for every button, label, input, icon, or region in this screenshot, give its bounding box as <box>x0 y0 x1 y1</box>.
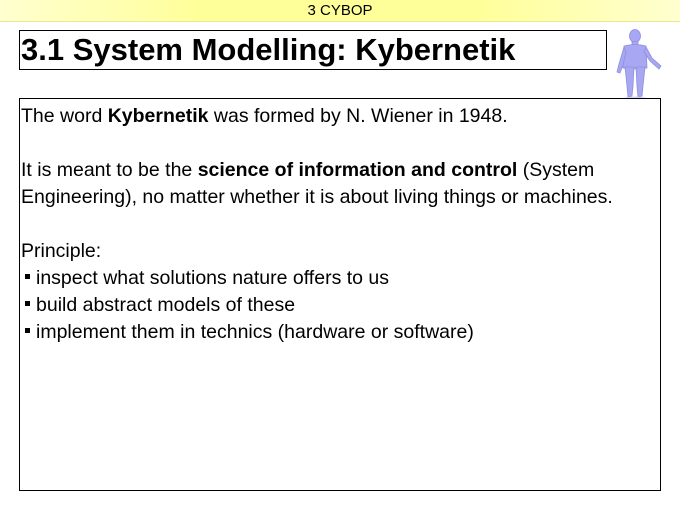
content-box <box>19 98 661 491</box>
bullet-icon <box>25 328 30 333</box>
section-label: 3 CYBOP <box>307 2 373 19</box>
list-item <box>21 292 651 319</box>
intro-text-end: was formed by N. Wiener in 1948. <box>208 105 508 127</box>
definition-paragraph <box>21 157 651 211</box>
definition-bold-term: science of information and control <box>197 159 518 181</box>
bullet-text: inspect what solutions nature offers to us <box>36 267 390 289</box>
bullet-icon <box>25 274 30 279</box>
content-body <box>21 103 651 346</box>
header-bar <box>0 0 680 22</box>
intro-paragraph <box>21 103 651 130</box>
definition-text: It is meant to be the <box>21 159 198 181</box>
bullet-icon <box>25 301 30 306</box>
principle-label: Principle: <box>21 240 102 262</box>
bullet-text: build abstract models of these <box>36 294 296 316</box>
slide-title: 3.1 System Modelling: Kybernetik <box>21 32 516 67</box>
definition-text-end: (System Engineering), no matter whether it is about living things or machines. <box>21 159 613 208</box>
spacer <box>21 130 651 157</box>
bullet-text: implement them in technics (hardware or software) <box>36 321 474 343</box>
intro-bold-term: Kybernetik <box>107 105 209 127</box>
spacer <box>21 211 651 238</box>
intro-text: The word <box>21 105 108 127</box>
list-item <box>21 319 651 346</box>
human-figure-icon <box>614 28 668 102</box>
title-box <box>19 30 607 70</box>
list-item <box>21 265 651 292</box>
